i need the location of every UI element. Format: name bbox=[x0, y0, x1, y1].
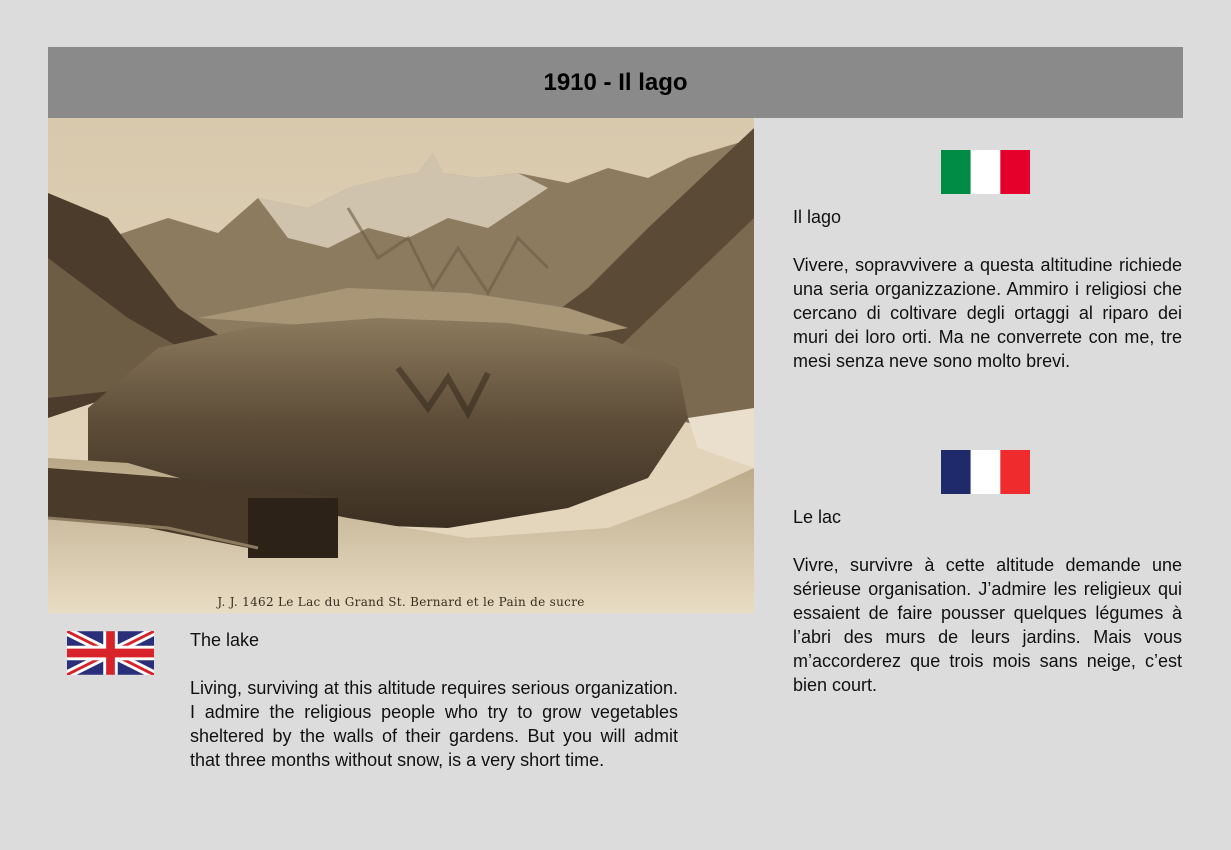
french-heading: Le lac bbox=[793, 507, 842, 527]
photo-caption: J. J. 1462 Le Lac du Grand St. Bernard et le Pain de sucre bbox=[217, 595, 585, 609]
italy-flag-icon bbox=[941, 150, 1030, 194]
italian-section bbox=[793, 205, 1182, 373]
page-title: 1910 - Il lago bbox=[543, 68, 688, 96]
english-section bbox=[190, 628, 678, 772]
title-bar bbox=[48, 47, 1183, 118]
lake-photo bbox=[48, 118, 754, 613]
italian-body: Vivere, sopravvivere a questa altitudine richiede una seria organizzazione. Ammiro i religiosi che cercano di coltivare degli ortaggi al riparo dei muri dei loro orti. Ma ne converrete con me, tre mesi senza neve sono molto brevi. bbox=[793, 255, 1182, 371]
uk-flag-icon bbox=[67, 631, 154, 675]
french-body: Vivre, survivre à cette altitude demande une sérieuse organisation. J’admire les religieux qui essaient de faire pousser quelques légumes à l’abri des murs de leurs jardins. Mais vous m’accorderez que trois mois sans neige, c’est bien court. bbox=[793, 555, 1182, 695]
english-body: Living, surviving at this altitude requires serious organization. I admire the religious people who try to grow vegetables sheltered by the walls of their gardens. But you will admit that three months without snow, is a very short time. bbox=[190, 678, 678, 770]
french-section bbox=[793, 505, 1182, 697]
english-heading: The lake bbox=[190, 630, 260, 650]
lake-photo-illustration bbox=[48, 118, 754, 613]
italian-heading: Il lago bbox=[793, 207, 842, 227]
france-flag-icon bbox=[941, 450, 1030, 494]
